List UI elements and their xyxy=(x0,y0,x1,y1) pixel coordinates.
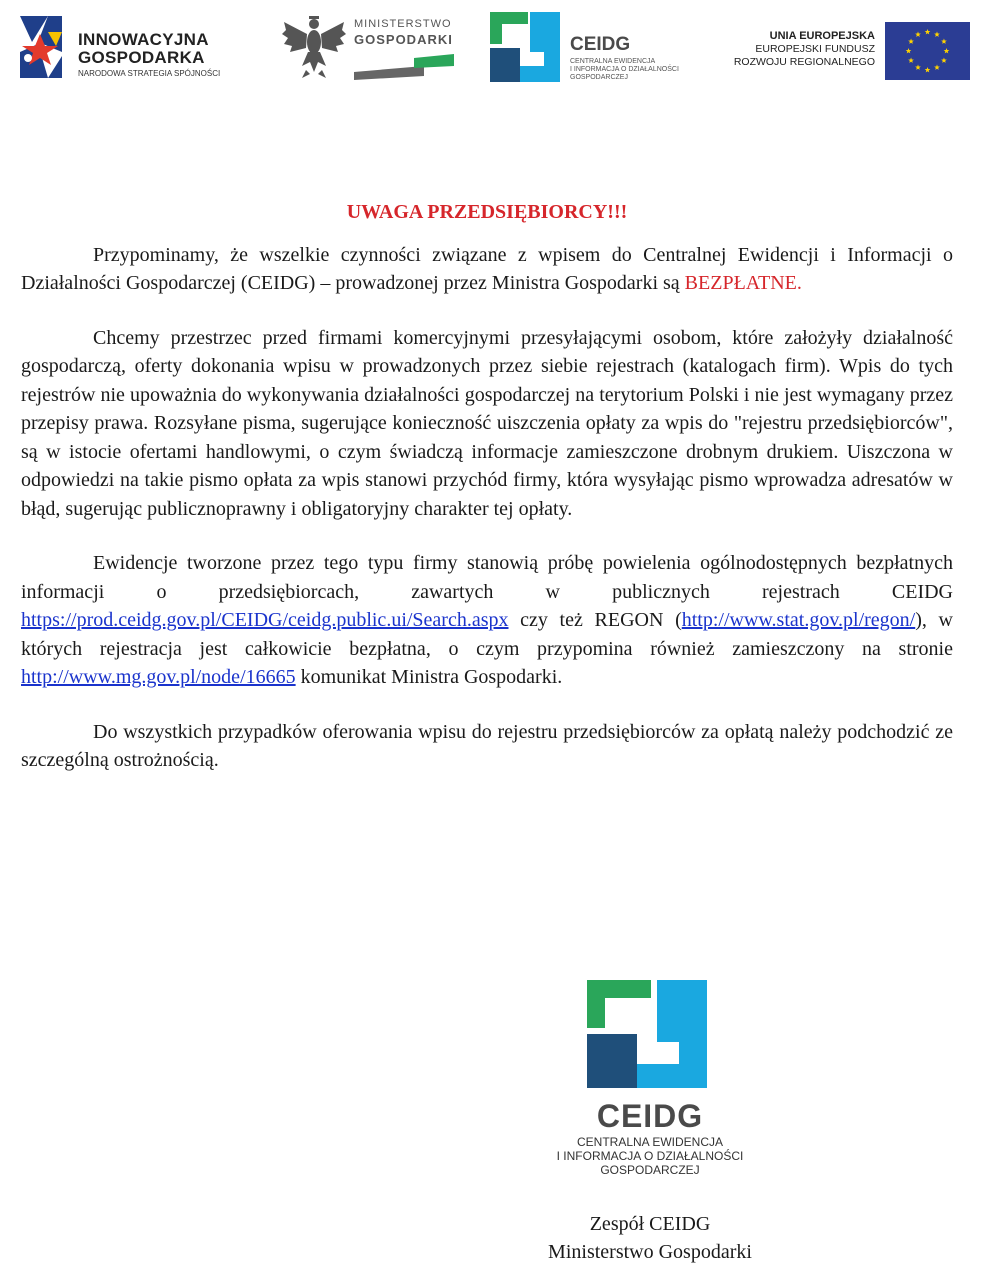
header-logos xyxy=(0,10,1000,90)
ceidg-search-link[interactable]: https://prod.ceidg.gov.pl/CEIDG/ceidg.public.ui/Search.aspx xyxy=(21,609,509,631)
ue-line3: ROZWOJU REGIONALNEGO xyxy=(733,56,875,68)
ceidg-header-sub1: CENTRALNA EWIDENCJA xyxy=(570,58,656,65)
innowacyjna-line3: NARODOWA STRATEGIA SPÓJNOŚCI xyxy=(78,69,221,78)
paragraph-4: Do wszystkich przypadków oferowania wpisu do rejestru przedsiębiorców za opłatą należy podchodzić ze szczególną ostrożnością. xyxy=(21,720,953,771)
unia-europejska-logo xyxy=(730,12,970,84)
ceidg-header-sub xyxy=(570,58,679,82)
notice xyxy=(21,198,953,801)
innowacyjna-line2: GOSPODARKA xyxy=(78,48,205,67)
regon-link[interactable]: http://www.stat.gov.pl/regon/ xyxy=(681,609,916,631)
ue-line1: UNIA EUROPEJSKA xyxy=(769,30,875,42)
ceidg-footer-sub xyxy=(535,1135,765,1177)
ceidg-header-sub3: GOSPODARCZEJ xyxy=(570,74,628,81)
ceidg-header-logo xyxy=(490,12,710,84)
paragraph-3-part-a: Ewidencje tworzone przez tego typu firmy stanowią próbę powielenia ogólnodostępnych bezpłatnych informacji o przedsiębiorcach, zawartych w publicznych rejestrach CEIDG xyxy=(21,552,953,603)
notice-title: UWAGA PRZEDSIĘBIORCY!!! xyxy=(346,201,628,223)
paragraph-3 xyxy=(21,549,953,692)
signature-ministry: Ministerstwo Gospodarki xyxy=(548,1241,752,1263)
ceidg-footer-sub3: GOSPODARCZEJ xyxy=(600,1163,700,1177)
ministerstwo-bars xyxy=(354,54,454,80)
innowacyjna-line1: INNOWACYJNA xyxy=(78,30,209,49)
ceidg-footer-sub1: CENTRALNA EWIDENCJA xyxy=(576,1135,724,1149)
innowacyjna-gospodarka-logo xyxy=(18,12,248,84)
paragraph-3-part-b: czy też REGON ( xyxy=(508,609,682,631)
paragraph-1 xyxy=(21,241,953,298)
mg-node-link[interactable]: http://www.mg.gov.pl/node/16665 xyxy=(21,666,296,688)
paragraph-3-part-c: ), w których rejestracja jest całkowicie bezpłatna, o czym przypomina również zamieszczony na stronie xyxy=(21,609,953,660)
ceidg-footer-name: CEIDG xyxy=(596,1098,704,1134)
ministerstwo-line1: MINISTERSTWO xyxy=(354,18,452,30)
ue-line2: EUROPEJSKI FUNDUSZ xyxy=(755,43,875,55)
paragraph-3-part-d: komunikat Ministra Gospodarki. xyxy=(295,666,563,688)
signature-team: Zespół CEIDG xyxy=(589,1213,711,1235)
ceidg-footer-sub2: I INFORMACJA O DZIAŁALNOŚCI xyxy=(556,1149,744,1163)
innowacyjna-gospodarka-icon xyxy=(18,12,78,82)
ceidg-squares-logo xyxy=(490,12,560,82)
ministerstwo-line2: GOSPODARKI xyxy=(354,32,453,47)
ministerstwo-gospodarki-logo xyxy=(282,12,457,84)
paragraph-2: Chcemy przestrzec przed firmami komercyjnymi przesyłającymi osobom, które założyły działalność gospodarczą, oferty dokonania wpisu w prowadzonych przez siebie rejestrach (katalogach firm). Wpis do tych rejestrów nie upoważnia do wykonywania działalności gospodarczej na terytorium Polski i nie jest wymagany przez przepisy prawa. Rozsyłane pisma, sugerujące konieczność uiszczenia opłaty za wpis do "rejestru przedsiębiorców", są w istocie ofertami handlowymi, o czym świadczą informacje zamieszczone drobnym drukiem. Uiszczona w odpowiedzi na takie pismo opłata za wpis stanowi przychód firmy, która wysyłając pismo wprowadza adresatów w błąd, sugerując publicznoprawny i obligatoryjny charakter tej opłaty. xyxy=(21,326,953,520)
eu-flag-icon xyxy=(885,22,970,80)
paragraph-1-text: Przypominamy, że wszelkie czynności związane z wpisem do Centralnej Ewidencji i Informacji o Działalności Gospodarczej (CEIDG) – prowadzonej przez Ministra Gospodarki są xyxy=(21,243,953,294)
signature xyxy=(500,1210,800,1266)
ue-text xyxy=(734,30,875,69)
eagle-emblem-icon xyxy=(282,12,346,80)
ceidg-header-name: CEIDG xyxy=(570,34,631,55)
free-of-charge-emphasis: BEZPŁATNE. xyxy=(684,272,802,294)
ceidg-footer-logo xyxy=(535,980,765,1180)
ceidg-header-sub2: I INFORMACJA O DZIAŁALNOŚCI xyxy=(570,66,679,73)
ceidg-footer-squares-icon xyxy=(587,980,707,1088)
